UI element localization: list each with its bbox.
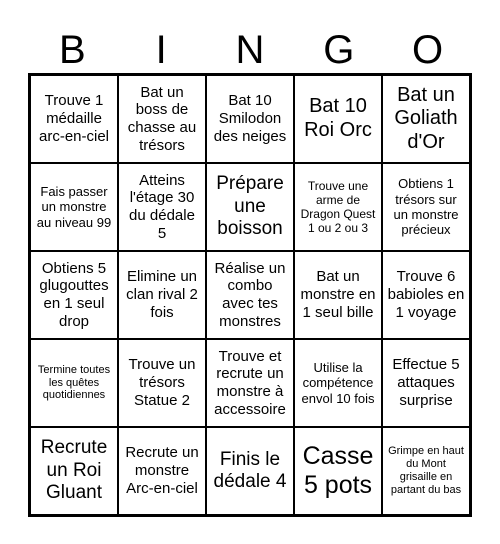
cell-text: Prépare une boisson (216, 173, 284, 240)
bingo-cell[interactable] (294, 163, 382, 251)
cell-text: Bat 10 Roi Orc (304, 95, 372, 141)
cell-text: Elimine un clan rival 2 fois (126, 268, 198, 321)
cell-text: Trouve 6 babioles en 1 voyage (387, 268, 465, 321)
header-letter-n: N (235, 28, 265, 72)
bingo-cell[interactable] (118, 427, 206, 515)
cell-text: Utilise la compétence envol 10 fois (301, 360, 375, 406)
bingo-cell[interactable] (294, 75, 382, 163)
cell-text: Finis le dédale 4 (213, 448, 287, 492)
bingo-cell[interactable] (294, 427, 382, 515)
header-letter-i: I (155, 28, 167, 72)
bingo-cell[interactable] (30, 75, 118, 163)
cell-text: Réalise un combo avec tes monstres (214, 259, 286, 330)
cell-text: Termine toutes les quêtes quotidiennes (37, 363, 111, 402)
cell-text: Fais passer un monstre au niveau 99 (36, 184, 112, 230)
cell-text: Trouve un trésors Statue 2 (128, 356, 196, 409)
cell-text: Atteins l'étage 30 du dédale 5 (129, 171, 195, 242)
header-letter-g: G (323, 28, 355, 72)
bingo-cell[interactable] (118, 75, 206, 163)
bingo-cell[interactable] (206, 339, 294, 427)
bingo-cell[interactable] (206, 251, 294, 339)
cell-text: Obtiens 5 glugouttes en 1 seul drop (39, 259, 109, 330)
cell-text: Obtiens 1 trésors sur un monstre précieux (393, 176, 459, 238)
cell-text: Trouve une arme de Dragon Quest 1 ou 2 ou 3 (300, 178, 376, 236)
bingo-cell[interactable] (382, 339, 470, 427)
cell-text: Recrute un monstre Arc-en-ciel (125, 444, 199, 497)
cell-text: Effectue 5 attaques surprise (392, 356, 460, 409)
bingo-cell[interactable] (382, 427, 470, 515)
bingo-cell[interactable] (30, 427, 118, 515)
cell-text: Grimpe en haut du Mont grisaille en partant du bas (388, 445, 464, 496)
bingo-cell[interactable] (118, 251, 206, 339)
bingo-cell[interactable] (118, 339, 206, 427)
bingo-cell[interactable] (206, 163, 294, 251)
bingo-cell[interactable] (118, 163, 206, 251)
header-letter-o: O (412, 28, 444, 72)
bingo-cell[interactable] (30, 339, 118, 427)
bingo-cell[interactable] (382, 251, 470, 339)
bingo-cell[interactable] (30, 251, 118, 339)
cell-text: Bat un Goliath d'Or (394, 83, 458, 153)
bingo-cell[interactable] (206, 427, 294, 515)
bingo-cell[interactable] (294, 339, 382, 427)
bingo-cell[interactable] (382, 163, 470, 251)
bingo-board (28, 73, 472, 517)
header-letter-b: B (59, 28, 86, 72)
bingo-cell[interactable] (30, 163, 118, 251)
cell-text: Casse 5 pots (302, 441, 374, 499)
cell-text: Bat 10 Smilodon des neiges (213, 92, 287, 145)
cell-text: Bat un boss de chasse au trésors (127, 83, 197, 154)
cell-text: Recrute un Roi Gluant (40, 437, 108, 504)
bingo-cell[interactable] (382, 75, 470, 163)
bingo-cell[interactable] (294, 251, 382, 339)
cell-text: Trouve 1 médaille arc-en-ciel (38, 92, 110, 145)
bingo-cell[interactable] (206, 75, 294, 163)
cell-text: Trouve et recrute un monstre à accessoire (214, 347, 286, 418)
cell-text: Bat un monstre en 1 seul bille (300, 268, 376, 321)
bingo-header (28, 26, 472, 74)
